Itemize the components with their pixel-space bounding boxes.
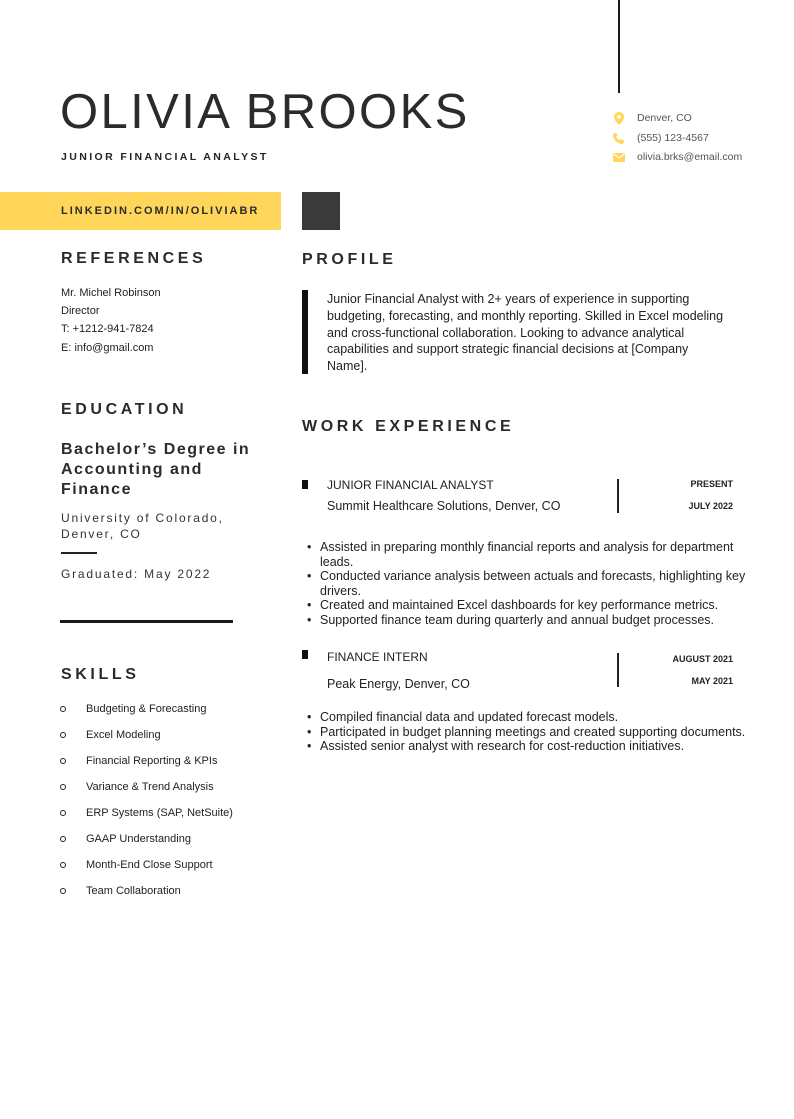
job-marker [302, 480, 308, 489]
skill-item [60, 832, 191, 846]
header-divider [618, 0, 620, 93]
bullet-circle-icon [60, 862, 66, 868]
linkedin-url[interactable]: LINKEDIN.COM/IN/OLIVIABR [61, 205, 260, 217]
job-company: Peak Energy, Denver, CO [327, 677, 470, 691]
skill-label: GAAP Understanding [86, 833, 191, 845]
education-graduated: Graduated: May 2022 [61, 567, 212, 581]
bullet-circle-icon [60, 758, 66, 764]
bullet-circle-icon [60, 706, 66, 712]
accent-square [302, 192, 340, 230]
profile-accent-bar [302, 290, 308, 374]
reference-title: Director [61, 305, 100, 317]
candidate-role: JUNIOR FINANCIAL ANALYST [61, 151, 269, 163]
contact-email-text: olivia.brks@email.com [637, 151, 743, 163]
contact-location [612, 110, 782, 126]
candidate-name: OLIVIA BROOKS [60, 85, 470, 139]
work-experience-heading: WORK EXPERIENCE [302, 418, 515, 435]
skills-heading: SKILLS [61, 666, 140, 683]
job-bullet: • Assisted senior analyst with research for cost-reduction initiatives. [307, 739, 747, 754]
skill-item [60, 884, 181, 898]
education-divider-short [61, 552, 97, 554]
job-title: FINANCE INTERN [327, 650, 428, 664]
bullet-circle-icon [60, 836, 66, 842]
education-university: University of Colorado, Denver, CO [61, 511, 224, 541]
skill-item [60, 728, 161, 742]
skill-item [60, 754, 217, 768]
contact-location-text: Denver, CO [637, 112, 692, 124]
skill-item [60, 780, 214, 794]
job-bullet: • Compiled financial data and updated forecast models. [307, 710, 747, 725]
bullet-circle-icon [60, 888, 66, 894]
job-bullet: • Created and maintained Excel dashboards for key performance metrics. [307, 598, 747, 613]
education-heading: EDUCATION [61, 401, 188, 418]
job-date-start: MAY 2021 [691, 676, 733, 686]
envelope-icon [612, 151, 625, 164]
skill-item [60, 806, 233, 820]
reference-name: Mr. Michel Robinson [61, 287, 161, 299]
job-bullet: • Assisted in preparing monthly financial reports and analysis for department leads. [307, 540, 747, 569]
references-heading: REFERENCES [61, 250, 207, 267]
bullet-circle-icon [60, 784, 66, 790]
skill-label: Variance & Trend Analysis [86, 781, 214, 793]
location-pin-icon [612, 112, 625, 125]
bullet-circle-icon [60, 732, 66, 738]
job-bullets [307, 540, 747, 628]
contact-phone-text: (555) 123-4567 [637, 132, 709, 144]
job-title: JUNIOR FINANCIAL ANALYST [327, 478, 494, 492]
job-bullet: • Participated in budget planning meetings and created supporting documents. [307, 725, 747, 740]
job-bullet: • Supported finance team during quarterly and annual budget processes. [307, 613, 747, 628]
education-degree: Bachelor’s Degree in Accounting and Finance [61, 441, 251, 498]
profile-heading: PROFILE [302, 251, 397, 268]
skill-label: Month-End Close Support [86, 859, 213, 871]
reference-phone: T: +1212-941-7824 [61, 323, 154, 335]
profile-summary: Junior Financial Analyst with 2+ years of experience in supporting budgeting, forecasting, and monthly reporting. Skilled in Excel modeling and cross-functional collaboration. Looking to advance analytical capabilities and support strategic financial decisions at [Company Name]. [327, 292, 724, 374]
skill-label: Team Collaboration [86, 885, 181, 897]
skill-label: Excel Modeling [86, 729, 161, 741]
linkedin-banner [0, 192, 281, 230]
skill-label: Financial Reporting & KPIs [86, 755, 218, 767]
contact-phone [612, 130, 782, 146]
job-date-start: JULY 2022 [688, 501, 733, 511]
skill-label: Budgeting & Forecasting [86, 703, 207, 715]
phone-icon [612, 132, 625, 145]
skill-item [60, 858, 213, 872]
skill-label: ERP Systems (SAP, NetSuite) [86, 807, 233, 819]
skill-item [60, 702, 206, 716]
reference-email: E: info@gmail.com [61, 342, 154, 354]
contact-email [612, 149, 782, 165]
job-date-end: AUGUST 2021 [672, 654, 733, 664]
job-marker [302, 650, 308, 659]
bullet-circle-icon [60, 810, 66, 816]
education-divider-long [60, 620, 233, 623]
job-date-end: PRESENT [690, 479, 733, 489]
job-bullet: • Conducted variance analysis between actuals and forecasts, highlighting key drivers. [307, 569, 747, 598]
job-bullets [307, 710, 747, 754]
job-company: Summit Healthcare Solutions, Denver, CO [327, 499, 561, 513]
